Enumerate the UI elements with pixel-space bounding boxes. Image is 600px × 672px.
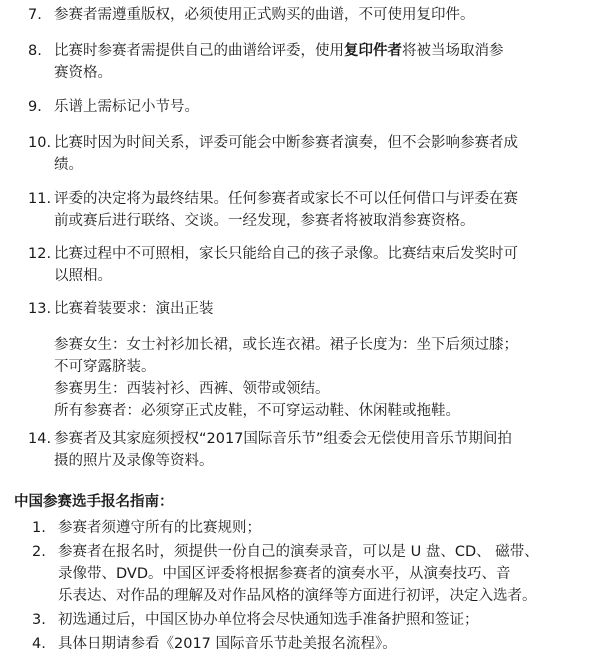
rule-number: 8. bbox=[28, 43, 42, 59]
guide-item bbox=[32, 633, 572, 655]
attire-all: 所有参赛者：必须穿正式皮鞋，不可穿运动鞋、休闲鞋或拖鞋。 bbox=[54, 403, 460, 419]
rule-number: 13. bbox=[28, 301, 52, 317]
rule-number: 9. bbox=[28, 99, 42, 115]
rule-item bbox=[28, 40, 568, 84]
guide-number: 1. bbox=[32, 520, 46, 536]
guide-text: 参赛者在报名时，须提供一份自己的演奏录音，可以是 U 盘、CD、 磁带、 bbox=[58, 544, 539, 560]
rule-text: 参赛者需遵重版权，必须使用正式购买的曲谱，不可使用复印件。 bbox=[54, 7, 475, 23]
guide-item bbox=[32, 517, 572, 539]
attire-female-cont: 不可穿露脐装。 bbox=[54, 359, 156, 375]
rule-text: 赛资格。 bbox=[54, 65, 112, 81]
rule-item bbox=[28, 298, 568, 320]
rule-text: 比赛时参赛者需提供自己的曲谱给评委，使用 bbox=[54, 43, 344, 59]
rule-text: 绩。 bbox=[54, 157, 83, 173]
rule-text: 比赛过程中不可照相，家长只能给自己的孩子录像。比赛结束后发奖时可 bbox=[54, 246, 518, 262]
rule-text: 比赛着装要求：演出正装 bbox=[54, 301, 214, 317]
guide-text: 初选通过后，中国区协办单位将会尽快通知选手准备护照和签证； bbox=[58, 612, 479, 628]
rule-text: 评委的决定将为最终结果。任何参赛者或家长不可以任何借口与评委在赛 bbox=[54, 191, 518, 207]
rule-text: 将被当场取消参 bbox=[402, 43, 504, 59]
rule-number: 10. bbox=[28, 135, 52, 151]
rule-text: 前或赛后进行联络、交谈。一经发现，参赛者将被取消参赛资格。 bbox=[54, 213, 475, 229]
rule-item bbox=[28, 243, 568, 287]
rule-item bbox=[28, 132, 568, 176]
guide-title: 中国参赛选手报名指南： bbox=[14, 494, 174, 510]
rule-text: 以照相。 bbox=[54, 268, 112, 284]
guide-number: 2. bbox=[32, 544, 46, 560]
guide-number: 4. bbox=[32, 636, 46, 652]
rule-item bbox=[28, 4, 568, 26]
rule-text: 乐谱上需标记小节号。 bbox=[54, 99, 199, 115]
rule-item bbox=[28, 96, 568, 118]
attire-male: 参赛男生：西装衬衫、西裤、领带或领结。 bbox=[54, 381, 330, 397]
rule-item bbox=[28, 188, 568, 232]
guide-text: 具体日期请参看《2017 国际音乐节赴美报名流程》。 bbox=[58, 636, 397, 652]
attire-requirements bbox=[54, 334, 574, 422]
guide-text: 录像带、DVD。中国区评委将根据参赛者的演奏水平，从演奏技巧、音 bbox=[58, 566, 511, 582]
attire-female: 参赛女生：女士衬衫加长裙，或长连衣裙。裙子长度为：坐下后须过膝； bbox=[54, 337, 518, 353]
rule-text: 摄的照片及录像等资料。 bbox=[54, 453, 214, 469]
guide-item bbox=[32, 541, 572, 607]
guide-text: 乐表达、对作品的理解及对作品风格的演绎等方面进行初评，决定入选者。 bbox=[58, 588, 537, 604]
rule-text-line bbox=[54, 40, 568, 62]
rule-number: 14. bbox=[28, 431, 52, 447]
rule-text: 参赛者及其家庭须授权“2017国际音乐节”组委会无偿使用音乐节期间拍 bbox=[54, 431, 512, 447]
guide-item bbox=[32, 609, 572, 631]
rule-text: 比赛时因为时间关系，评委可能会中断参赛者演奏，但不会影响参赛者成 bbox=[54, 135, 518, 151]
rule-number: 12. bbox=[28, 246, 52, 262]
rule-number: 11. bbox=[28, 191, 52, 207]
guide-text: 参赛者须遵守所有的比赛规则； bbox=[58, 520, 261, 536]
rule-emphasis: 复印件者 bbox=[344, 43, 402, 59]
rule-item bbox=[28, 428, 568, 472]
guide-number: 3. bbox=[32, 612, 46, 628]
rule-number: 7. bbox=[28, 7, 42, 23]
